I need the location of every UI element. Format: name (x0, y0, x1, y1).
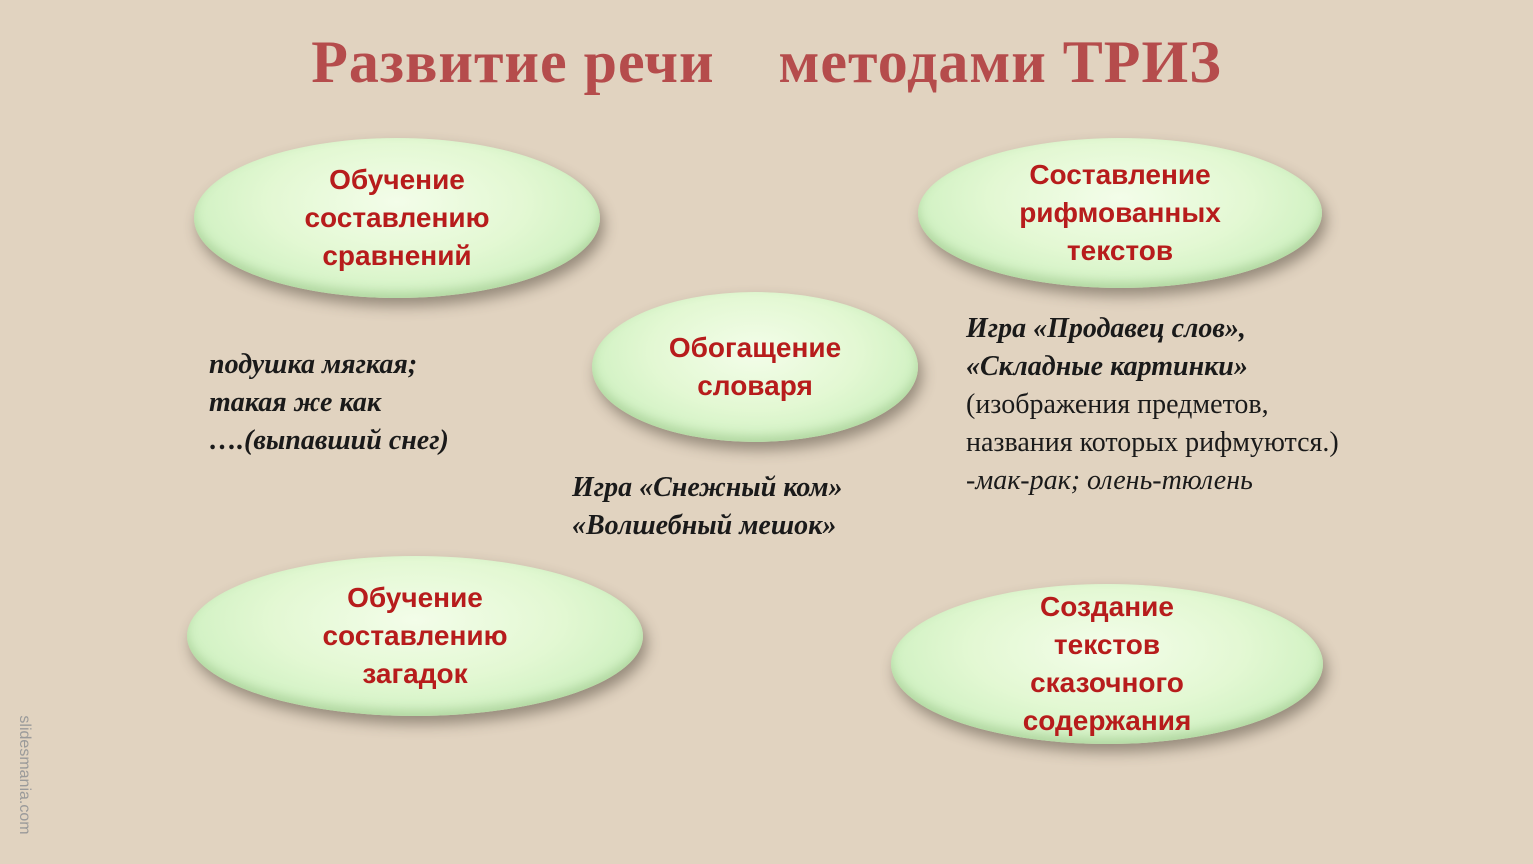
note-vocabulary-line: «Волшебный мешок» (572, 510, 837, 541)
note-rhymed-examples: -мак-рак; олень-тюлень (966, 465, 1253, 496)
ellipse-riddles-label: Обучение составлению загадок (322, 582, 508, 689)
note-comparisons-line: подушка мягкая; (209, 349, 418, 380)
slide-title: Развитие речи методами ТРИЗ (311, 29, 1222, 95)
ellipse-riddles (187, 556, 643, 716)
note-rhymed-game: «Складные картинки» (966, 351, 1248, 382)
note-rhymed-line: (изображения предметов, (966, 389, 1269, 420)
note-vocabulary-line: Игра «Снежный ком» (572, 472, 843, 503)
ellipse-rhymed-texts (918, 138, 1322, 288)
ellipse-rhymed-texts-label: Составление рифмованных текстов (1019, 159, 1221, 266)
note-rhymed (966, 310, 1339, 500)
watermark: slidesmania.com (16, 715, 33, 835)
ellipse-comparisons (194, 138, 600, 298)
note-comparisons (209, 346, 449, 460)
note-vocabulary (572, 469, 843, 545)
note-rhymed-game: Игра «Продавец слов», (966, 313, 1246, 344)
ellipse-fairy-tale-texts-label: Создание текстов сказочного содержания (1022, 591, 1192, 736)
note-comparisons-line: ….(выпавший снег) (209, 425, 449, 456)
note-rhymed-line: названия которых рифмуются.) (966, 427, 1339, 458)
ellipse-vocabulary-label: Обогащение словаря (668, 332, 842, 401)
ellipse-fairy-tale-texts (891, 584, 1323, 744)
ellipse-comparisons-label: Обучение составлению сравнений (304, 164, 490, 271)
note-comparisons-line: такая же как (209, 387, 382, 418)
ellipse-vocabulary (592, 292, 918, 442)
